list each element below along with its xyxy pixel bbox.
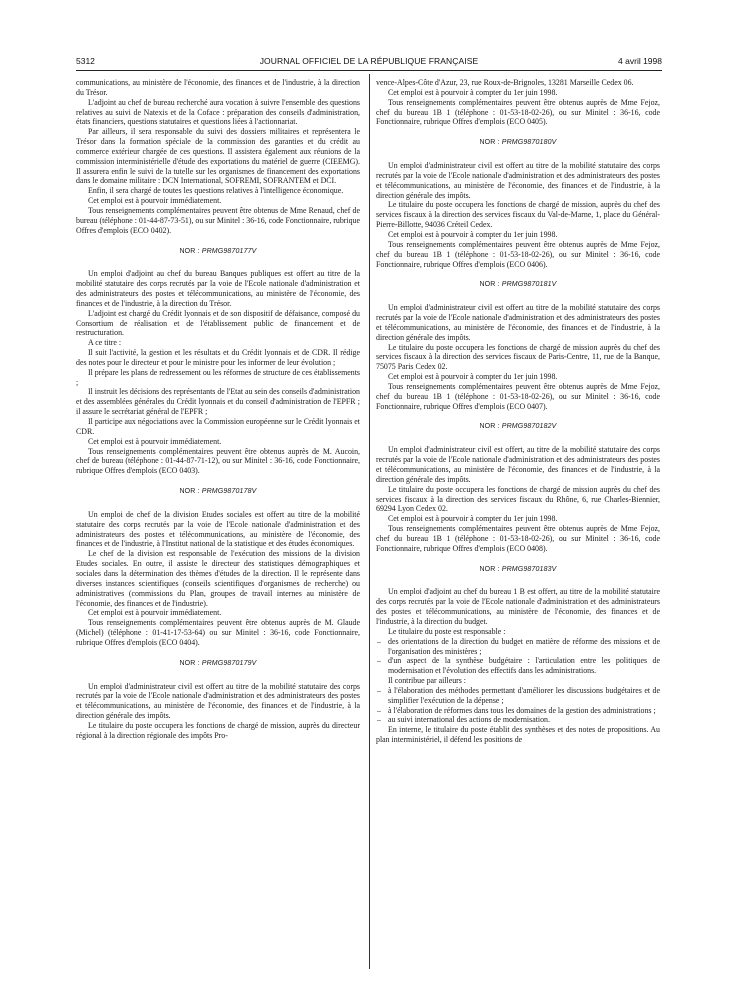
paragraph: Tous renseignements complémentaires peuvent être obtenus auprès de Mme Fejoz, chef du bureau 1B 1 (téléphone : 01-53-18-02-26), ou sur Minitel : 36-16, code Fonctionnaire, rubrique Offres d'emplois (ECO 0406).	[376, 239, 660, 269]
paragraph: vence-Alpes-Côte d'Azur, 23, rue Roux-de-Brignoles, 13281 Marseille Cedex 06.	[376, 78, 634, 87]
nor-label: NOR :	[179, 488, 200, 496]
paragraph: Tous renseignements complémentaires peuvent être obtenus auprès de Mme Fejoz, chef du bureau 1B 1 (téléphone : 01-53-18-02-26), ou sur Minitel : 36-16, code Fonctionnaire, rubrique Offres d'emplois (ECO 0405).	[376, 97, 660, 127]
nor-label: NOR :	[479, 565, 500, 573]
paragraph: Il prépare les plans de redressement ou les réformes de structure de ces établissements ;	[76, 367, 360, 387]
nor-code: PRMG9870183V	[501, 565, 557, 573]
paragraph: L'adjoint au chef de bureau recherché aura vocation à suivre l'ensemble des questions relatives au suivi de Natexis et de la Coface : préparation des conseils d'administration, états financiers, questions statutaires et questions liées à l'actionnariat.	[76, 97, 360, 127]
nor-label: NOR :	[179, 247, 200, 255]
column-divider	[369, 74, 370, 969]
paragraph: Le titulaire du poste occupera les fonctions de chargé de mission auprès du chef des services fiscaux à la direction des services fiscaux de Paris-Centre, 11, rue de la Banque, 75075 Paris Cedex 02.	[376, 342, 660, 372]
paragraph: Cet emploi est à pourvoir à compter du 1er juin 1998.	[388, 514, 558, 524]
nor-code: PRMG9870179V	[201, 659, 257, 667]
nor-label: NOR :	[179, 659, 200, 667]
list-item: – à l'élaboration des méthodes permettant d'améliorer les discussions budgétaires et de simplifier l'exécution de la dépense ;	[377, 685, 660, 705]
paragraph: Cet emploi est à pourvoir à compter du 1er juin 1998.	[388, 229, 558, 239]
paragraph: Il contribue par ailleurs :	[388, 676, 467, 686]
paragraph: Enfin, il sera chargé de toutes les questions relatives à l'intelligence économique.	[88, 186, 344, 196]
paragraph: Tous renseignements complémentaires peuvent être obtenus auprès de Mme Fejoz, chef du bureau 1B 1 (téléphone : 01-53-18-02-26), ou sur Minitel : 36-16, code Fonctionnaire, rubrique Offres d'emplois (ECO 0408).	[376, 524, 660, 553]
paragraph: Tous renseignements complémentaires peuvent être obtenus auprès de M. Glaude (Michel) (téléphone : 01-41-17-53-64) ou sur Minitel : 36-16, code Fonctionnaire, rubrique Offres d'emplois (ECO 0404).	[76, 618, 360, 647]
nor-reference	[76, 247, 360, 257]
list-item: – au suivi international des actions de modernisation.	[377, 715, 550, 725]
journal-title: JOURNAL OFFICIEL DE LA RÉPUBLIQUE FRANÇAISE	[259, 56, 479, 66]
paragraph: Cet emploi est à pourvoir immédiatement.	[88, 196, 222, 206]
paragraph: Cet emploi est à pourvoir immédiatement.	[88, 436, 222, 446]
paragraph: Un emploi de chef de la division Etudes sociales est offert au titre de la mobilité statutaire des corps recrutés par la voie de l'Ecole nationale d'administration et des administrateurs des postes et télécommunications, au ministère de l'économie, des finances et de l'industrie, à l'Institut national de la statistique et des études économiques.	[76, 509, 360, 549]
nor-label: NOR :	[479, 423, 500, 431]
nor-reference	[76, 487, 360, 497]
list-item: – des orientations de la direction du budget en matière de réforme des missions et de l'organisation des ministères ;	[377, 636, 660, 656]
left-column	[76, 78, 360, 741]
paragraph: En interne, le titulaire du poste établit des synthèses et des notes de propositions. Au plan interministériel, il défend les positions de	[376, 725, 660, 745]
nor-code: PRMG9870177V	[201, 247, 257, 255]
contributions-list	[376, 686, 660, 725]
issue-date: 4 avril 1998	[618, 56, 662, 66]
nor-reference	[376, 280, 660, 290]
paragraph: communications, au ministère de l'économie, des finances et de l'industrie, à la direction du Trésor.	[76, 78, 360, 97]
paragraph: Cet emploi est à pourvoir à compter du 1er juin 1998.	[388, 87, 558, 97]
paragraph: A ce titre :	[88, 338, 122, 348]
nor-code: PRMG9870182V	[501, 423, 557, 431]
paragraph: Le titulaire du poste occupera les fonctions de chargé de mission, auprès du chef des services fiscaux à la direction des services fiscaux du Val-de-Marne, 1, place du Général-Pierre-Billotte, 94036 Créteil Cedex.	[376, 200, 660, 230]
paragraph: Tous renseignements complémentaires peuvent être obtenus auprès de M. Aucoin, chef de bureau (téléphone : 01-44-87-71-12), ou sur Minitel : 36-16, code Fonctionnaire, rubrique Offres d'emplois (ECO 0403).	[76, 446, 360, 476]
nor-reference	[76, 659, 360, 669]
paragraph: Un emploi d'administrateur civil est offert au titre de la mobilité statutaire des corps recrutés par la voie de l'Ecole nationale d'administration et des administrateurs des postes et télécommunications, au ministère de l'économie, des finances et de l'industrie, à la direction générale des impôts.	[76, 681, 360, 721]
nor-reference	[376, 565, 660, 575]
nor-reference	[376, 138, 660, 148]
paragraph: Cet emploi est à pourvoir immédiatement.	[88, 608, 222, 618]
paragraph: Tous renseignements complémentaires peuvent être obtenus auprès de Mme Fejoz, chef du bureau 1B 1 (téléphone : 01-53-18-02-26), ou sur Minitel : 36-16, code Fonctionnaire, rubrique Offres d'emplois (ECO 0407).	[376, 381, 660, 411]
nor-code: PRMG9870180V	[501, 139, 557, 147]
nor-reference	[376, 422, 660, 432]
paragraph: Un emploi d'administrateur civil est offert, au titre de la mobilité statutaire des corps recrutés par la voie de l'Ecole nationale d'administration et des administrateurs des postes et télécommunications, au ministère de l'économie, des finances et de l'industrie, à la direction générale des impôts.	[376, 445, 660, 484]
paragraph: Il suit l'activité, la gestion et les résultats et du Crédit lyonnais et de CDR. Il rédige des notes pour le directeur et pour le ministre pour les informer de leur évolution ;	[76, 348, 360, 367]
nor-label: NOR :	[479, 281, 500, 289]
paragraph: L'adjoint est chargé du Crédit lyonnais et de son dispositif de défaisance, composé du Consortium de réalisation et de l'établissement public de financement et de restructuration.	[76, 308, 360, 338]
page-number: 5312	[76, 56, 95, 66]
nor-code: PRMG9870178V	[201, 488, 257, 496]
paragraph: Un emploi d'administrateur civil est offert au titre de la mobilité statutaire des corps recrutés par la voie de l'Ecole nationale d'administration et des administrateurs des postes et télécommunications, au ministère de l'économie, des finances et de l'industrie, à la direction générale des impôts.	[376, 303, 660, 342]
page-header	[76, 56, 662, 70]
responsibilities-list	[376, 637, 660, 676]
paragraph: Tous renseignements complémentaires peuvent être obtenus de Mme Renaud, chef de bureau (téléphone : 01-44-87-73-51), ou sur Minitel : 36-16, code Fonctionnaire, rubrique Offres d'emplois (ECO 0402).	[76, 205, 360, 235]
paragraph: Un emploi d'adjoint au chef du bureau Banques publiques est offert au titre de la mobilité statutaire des corps recrutés par la voie de l'Ecole nationale d'administration et des administrateurs des postes et télécommunications, au ministère de l'économie, des finances et de l'industrie, à la direction du Trésor.	[76, 269, 360, 308]
list-item: – à l'élaboration de réformes dans tous les domaines de la gestion des administrations ;	[377, 705, 656, 715]
header-rule	[76, 70, 662, 71]
list-item: – d'un aspect de la synthèse budgétaire : l'articulation entre les politiques de modernisation et l'évolution des effectifs dans les administrations.	[377, 656, 660, 676]
paragraph: Il participe aux négociations avec la Commission européenne sur le Crédit lyonnais et CDR.	[76, 417, 360, 436]
paragraph: Un emploi d'administrateur civil est offert au titre de la mobilité statutaire des corps recrutés par la voie de l'Ecole nationale d'administration et des administrateurs des postes et télécommunications, au ministère de l'économie, des finances et de l'industrie, à la direction générale des impôts.	[376, 161, 660, 200]
paragraph: Le chef de la division est responsable de l'exécution des missions de la division Etudes sociales. En outre, il assiste le directeur des statistiques démographiques et sociales dans la détermination des thèmes d'études de la direction. Il le représente dans diverses instances scientifiques (conseils scientifiques d'organismes de recherche) ou administratives (commissions du Plan, groupes de travail internes au ministère de l'économie, des finances et de l'industrie).	[76, 549, 360, 608]
right-column	[376, 78, 660, 745]
paragraph: Le titulaire du poste occupera les fonctions de chargé de mission auprès du chef des services fiscaux à la direction des services fiscaux du Rhône, 6, rue Charles-Biennier, 69294 Lyon Cedex 02.	[376, 484, 660, 514]
paragraph: Il instruit les décisions des représentants de l'Etat au sein des conseils d'administration et des assemblées générales du Crédit lyonnais et du conseil d'administration de l'EPFR ; il assure le secrétariat général de l'EPFR ;	[76, 387, 360, 417]
paragraph: Par ailleurs, il sera responsable du suivi des dossiers militaires et représentera le Trésor dans la formation spéciale de la commission des garanties et du crédit au commerce extérieur chargée de ces questions. Il assistera également aux réunions de la commission interministérielle d'étude des exportations du matériel de guerre (CIEEMG). Il assurera enfin le suivi de la tutelle sur les organismes de financement des exportations dans le domaine militaire : DCN International, SOFREMI, SOFRANTEM et DCI.	[76, 127, 360, 186]
nor-code: PRMG9870181V	[501, 281, 557, 289]
paragraph: Le titulaire du poste occupera les fonctions de chargé de mission, auprès du directeur régional à la direction régionale des impôts Pro-	[76, 720, 360, 740]
paragraph: Le titulaire du poste est responsable :	[388, 626, 506, 636]
paragraph: Un emploi d'adjoint au chef du bureau 1 B est offert, au titre de la mobilité statutaire des corps recrutés par la voie de l'Ecole nationale d'administration et des administrateurs des postes et télécommunications, au ministère de l'économie, des finances et de l'industrie, à la direction du budget.	[376, 587, 660, 626]
paragraph: Cet emploi est à pourvoir à compter du 1er juin 1998.	[388, 372, 558, 382]
nor-label: NOR :	[479, 139, 500, 147]
